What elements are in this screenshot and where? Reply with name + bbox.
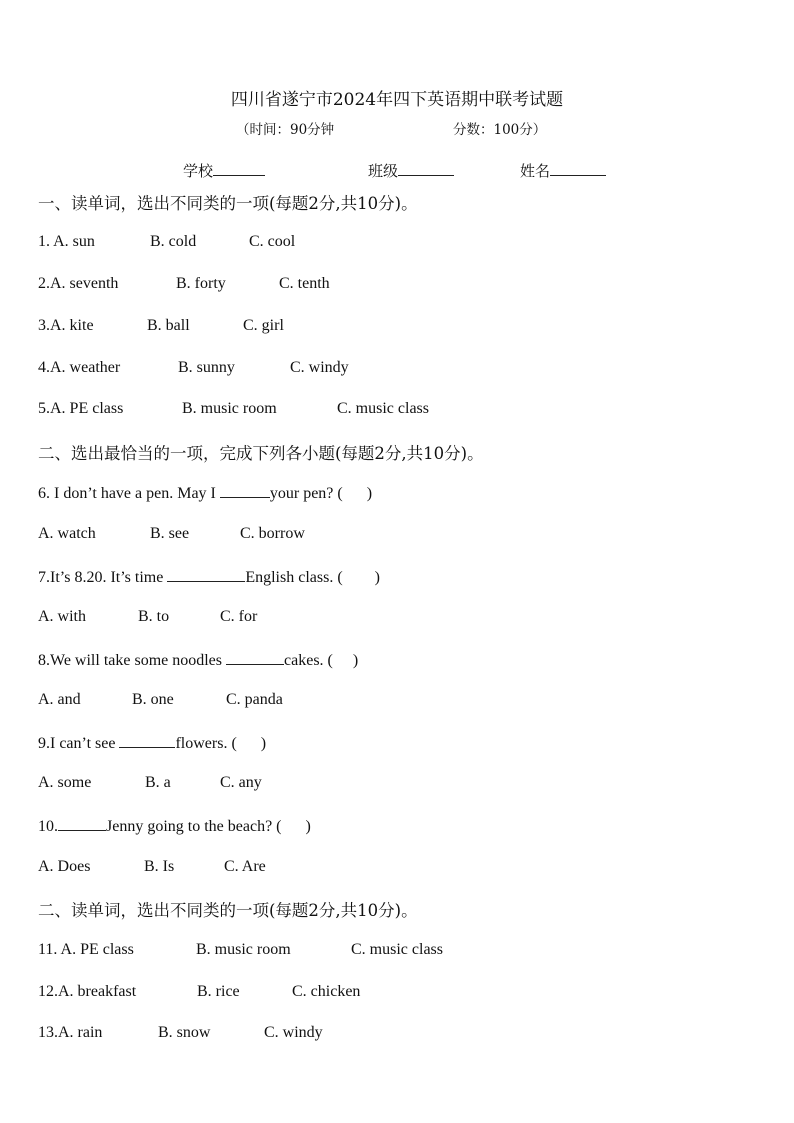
question-2-option-b[interactable]: B. forty (176, 275, 226, 292)
question-4-option-b[interactable]: B. sunny (178, 359, 235, 376)
question-5-option-a[interactable]: 5.A. PE class (38, 400, 124, 417)
name-blank[interactable] (550, 161, 606, 176)
question-13-option-c[interactable]: C. windy (264, 1024, 323, 1041)
question-10-stem (38, 816, 311, 836)
question-3-option-a[interactable]: 3.A. kite (38, 317, 94, 334)
question-10-text: 10. (38, 818, 58, 835)
question-13-option-a[interactable]: 13.A. rain (38, 1024, 103, 1041)
question-6-stem (38, 483, 372, 503)
question-7-option-a[interactable]: A. with (38, 608, 86, 625)
question-10-blank[interactable] (58, 816, 106, 831)
question-7-blank[interactable] (167, 567, 245, 582)
question-7-option-b[interactable]: B. to (138, 608, 170, 625)
question-8-option-c[interactable]: C. panda (226, 691, 283, 708)
question-6-blank[interactable] (220, 483, 270, 498)
question-7-option-c[interactable]: C. for (220, 608, 258, 625)
question-8-option-a[interactable]: A. and (38, 691, 81, 708)
question-10-option-a[interactable]: A. Does (38, 858, 91, 875)
question-1-option-b[interactable]: B. cold (150, 233, 197, 250)
question-3-option-b[interactable]: B. ball (147, 317, 190, 334)
school-label: 学校 (183, 162, 214, 180)
question-9-text-end: flowers. ( (175, 735, 237, 752)
question-8-paren: ) (352, 652, 359, 669)
question-9-paren: ) (260, 735, 267, 752)
question-9-option-c[interactable]: C. any (220, 774, 262, 791)
question-4-option-c[interactable]: C. windy (290, 359, 349, 376)
question-9-text: 9.I can’t see (38, 735, 116, 752)
question-8-stem (38, 650, 358, 670)
question-7-text: 7.It’s 8.20. It’s time (38, 569, 164, 586)
question-6-option-b[interactable]: B. see (150, 525, 190, 542)
section-3-heading: 二、读单词，选出不同类的一项(每题2分,共10分)。 (38, 901, 418, 920)
question-9-stem (38, 733, 266, 753)
name-label: 姓名 (520, 162, 551, 180)
question-10-option-b[interactable]: B. Is (144, 858, 175, 875)
question-10-text-end: Jenny going to the beach? ( (106, 818, 282, 835)
question-1-option-c[interactable]: C. cool (249, 233, 296, 250)
name-field[interactable] (520, 160, 606, 181)
question-7-paren: ) (374, 569, 380, 586)
school-field[interactable] (183, 160, 265, 181)
exam-score: 分数：100分） (453, 122, 547, 138)
question-12-option-b[interactable]: B. rice (197, 983, 240, 1000)
class-blank[interactable] (398, 161, 454, 176)
section-1-heading: 一、读单词，选出不同类的一项(每题2分,共10分)。 (38, 194, 418, 213)
question-2-option-c[interactable]: C. tenth (279, 275, 330, 292)
question-11-option-a[interactable]: 11. A. PE class (38, 941, 134, 958)
question-6-option-a[interactable]: A. watch (38, 525, 96, 542)
class-label: 班级 (368, 162, 399, 180)
question-3-option-c[interactable]: C. girl (243, 317, 284, 334)
question-12-option-a[interactable]: 12.A. breakfast (38, 983, 137, 1000)
question-10-option-c[interactable]: C. Are (224, 858, 266, 875)
question-6-text: 6. I don’t have a pen. May I (38, 485, 216, 502)
question-8-blank[interactable] (226, 650, 284, 665)
question-9-option-a[interactable]: A. some (38, 774, 92, 791)
question-5-option-b[interactable]: B. music room (182, 400, 277, 417)
question-13-option-b[interactable]: B. snow (158, 1024, 211, 1041)
page-title: 四川省遂宁市2024年四下英语期中联考试题 (230, 90, 564, 110)
question-6-option-c[interactable]: C. borrow (240, 525, 305, 542)
section-2-heading: 二、选出最恰当的一项，完成下列各小题(每题2分,共10分)。 (38, 444, 484, 463)
question-1-option-a[interactable]: 1. A. sun (38, 233, 95, 250)
class-field[interactable] (368, 160, 454, 181)
question-8-text: 8.We will take some noodles (38, 652, 223, 669)
question-4-option-a[interactable]: 4.A. weather (38, 359, 121, 376)
question-7-stem (38, 567, 380, 587)
question-8-text-end: cakes. ( (284, 652, 333, 669)
school-blank[interactable] (213, 161, 265, 176)
exam-time: （时间：90分钟 (236, 122, 335, 138)
question-6-paren: ) (366, 485, 373, 502)
question-11-option-b[interactable]: B. music room (196, 941, 291, 958)
question-2-option-a[interactable]: 2.A. seventh (38, 275, 119, 292)
question-7-text-end: English class. ( (245, 569, 343, 586)
question-5-option-c[interactable]: C. music class (337, 400, 429, 417)
question-9-blank[interactable] (119, 733, 175, 748)
question-11-option-c[interactable]: C. music class (351, 941, 443, 958)
question-8-option-b[interactable]: B. one (132, 691, 174, 708)
question-9-option-b[interactable]: B. a (145, 774, 171, 791)
question-12-option-c[interactable]: C. chicken (292, 983, 361, 1000)
question-6-text-end: your pen? ( (269, 485, 343, 502)
question-10-paren: ) (305, 818, 311, 835)
